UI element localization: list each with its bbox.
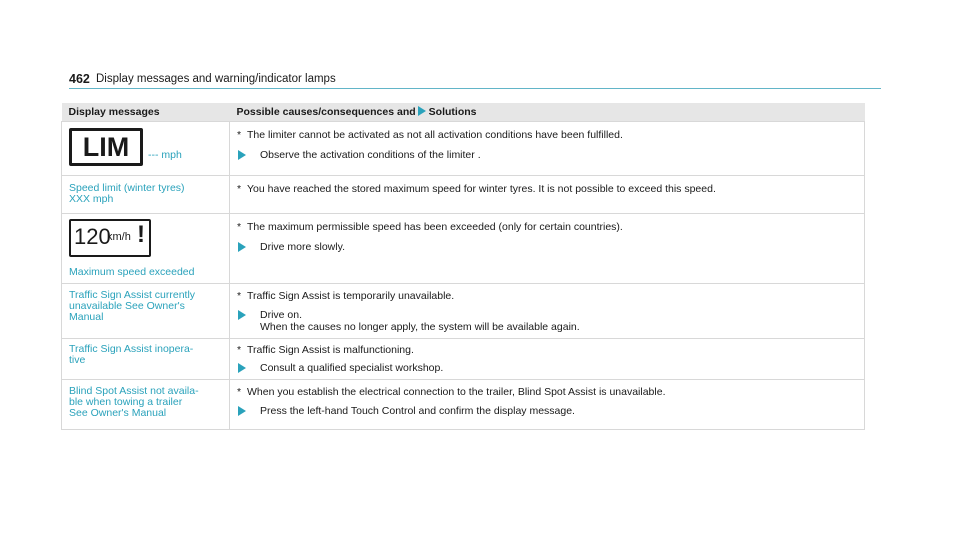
- action-text: Drive on.: [260, 309, 303, 321]
- cause-item: [237, 129, 857, 141]
- star-bullet-icon: *: [237, 344, 242, 356]
- cause-text: Traffic Sign Assist is temporarily unavailable.: [247, 290, 455, 302]
- message-cell: [62, 122, 230, 176]
- message-cell: [62, 284, 230, 339]
- speed-number: 120: [74, 224, 111, 249]
- message-line: unavailable See Owner's: [69, 300, 185, 312]
- message-line: Manual: [69, 311, 104, 323]
- play-arrow-icon: [238, 242, 246, 252]
- message-cell: [62, 380, 230, 430]
- header-divider: [69, 88, 881, 89]
- cause-item: [237, 344, 857, 356]
- action-item: [237, 405, 857, 417]
- solution-cell: [230, 176, 865, 214]
- cause-item: [237, 290, 857, 302]
- action-item: [237, 362, 857, 374]
- cause-text: You have reached the stored maximum speed for winter tyres. It is not possible to exceed this speed.: [247, 183, 716, 195]
- col-header-causes-text: Possible causes/consequences and: [236, 106, 416, 118]
- message-line: tive: [69, 354, 86, 366]
- message-line: Maximum speed exceeded: [69, 266, 195, 278]
- col-header-solutions: [230, 103, 865, 122]
- star-bullet-icon: *: [237, 183, 242, 195]
- speed-limit-icon: [69, 219, 151, 257]
- message-line: --- mph: [148, 149, 182, 161]
- table-row: [62, 339, 865, 380]
- table-row: [62, 122, 865, 176]
- play-arrow-icon: [238, 310, 246, 320]
- limiter-lim-icon: LIM: [69, 128, 143, 166]
- exclamation-icon: !: [137, 221, 145, 248]
- message-line: ble when towing a trailer: [69, 396, 183, 408]
- table-row: [62, 380, 865, 430]
- cause-text: The maximum permissible speed has been exceeded (only for certain countries).: [247, 221, 623, 233]
- solution-cell: [230, 122, 865, 176]
- message-cell: [62, 176, 230, 214]
- solution-cell: [230, 214, 865, 284]
- action-text: Press the left-hand Touch Control and confirm the display message.: [260, 405, 575, 417]
- play-arrow-icon: [238, 406, 246, 416]
- cause-item: [237, 183, 857, 195]
- action-text: When the causes no longer apply, the system will be available again.: [260, 321, 580, 333]
- cause-text: Traffic Sign Assist is malfunctioning.: [247, 344, 414, 356]
- action-item: [237, 149, 857, 161]
- cause-item: [237, 221, 857, 233]
- col-header-solutions-text: Solutions: [428, 106, 477, 118]
- message-line: Traffic Sign Assist currently: [69, 289, 196, 301]
- table-row: [62, 176, 865, 214]
- action-text: Drive more slowly.: [260, 241, 345, 253]
- solution-cell: [230, 380, 865, 430]
- page-number: 462: [69, 72, 90, 86]
- page-header: [69, 72, 881, 88]
- message-cell: [62, 214, 230, 284]
- cause-text: The limiter cannot be activated as not all activation conditions have been fulfilled.: [247, 129, 623, 141]
- message-line: See Owner's Manual: [69, 407, 167, 419]
- solution-cell: [230, 339, 865, 380]
- play-arrow-icon: [238, 150, 246, 160]
- message-cell: [62, 339, 230, 380]
- table-row: [62, 284, 865, 339]
- table-row: [62, 214, 865, 284]
- speed-unit: km/h: [107, 231, 131, 243]
- table-header-row: [62, 103, 865, 122]
- cause-text: When you establish the electrical connection to the trailer, Blind Spot Assist is unavailable.: [247, 386, 666, 398]
- play-arrow-icon: [418, 106, 426, 116]
- star-bullet-icon: *: [237, 386, 242, 398]
- message-line: Blind Spot Assist not availa-: [69, 385, 199, 397]
- action-item: [237, 309, 857, 333]
- solution-cell: [230, 284, 865, 339]
- cause-item: [237, 386, 857, 398]
- action-item: [237, 241, 857, 253]
- message-line: XXX mph: [69, 193, 114, 205]
- col-header-messages: Display messages: [62, 103, 230, 122]
- page-title: Display messages and warning/indicator lamps: [96, 73, 336, 85]
- star-bullet-icon: *: [237, 129, 242, 141]
- star-bullet-icon: *: [237, 290, 242, 302]
- star-bullet-icon: *: [237, 221, 242, 233]
- messages-table: [61, 103, 865, 430]
- action-text: Consult a qualified specialist workshop.: [260, 362, 444, 374]
- message-line: Traffic Sign Assist inopera-: [69, 343, 194, 355]
- message-line: Speed limit (winter tyres): [69, 182, 185, 194]
- action-text: Observe the activation conditions of the limiter .: [260, 149, 481, 161]
- play-arrow-icon: [238, 363, 246, 373]
